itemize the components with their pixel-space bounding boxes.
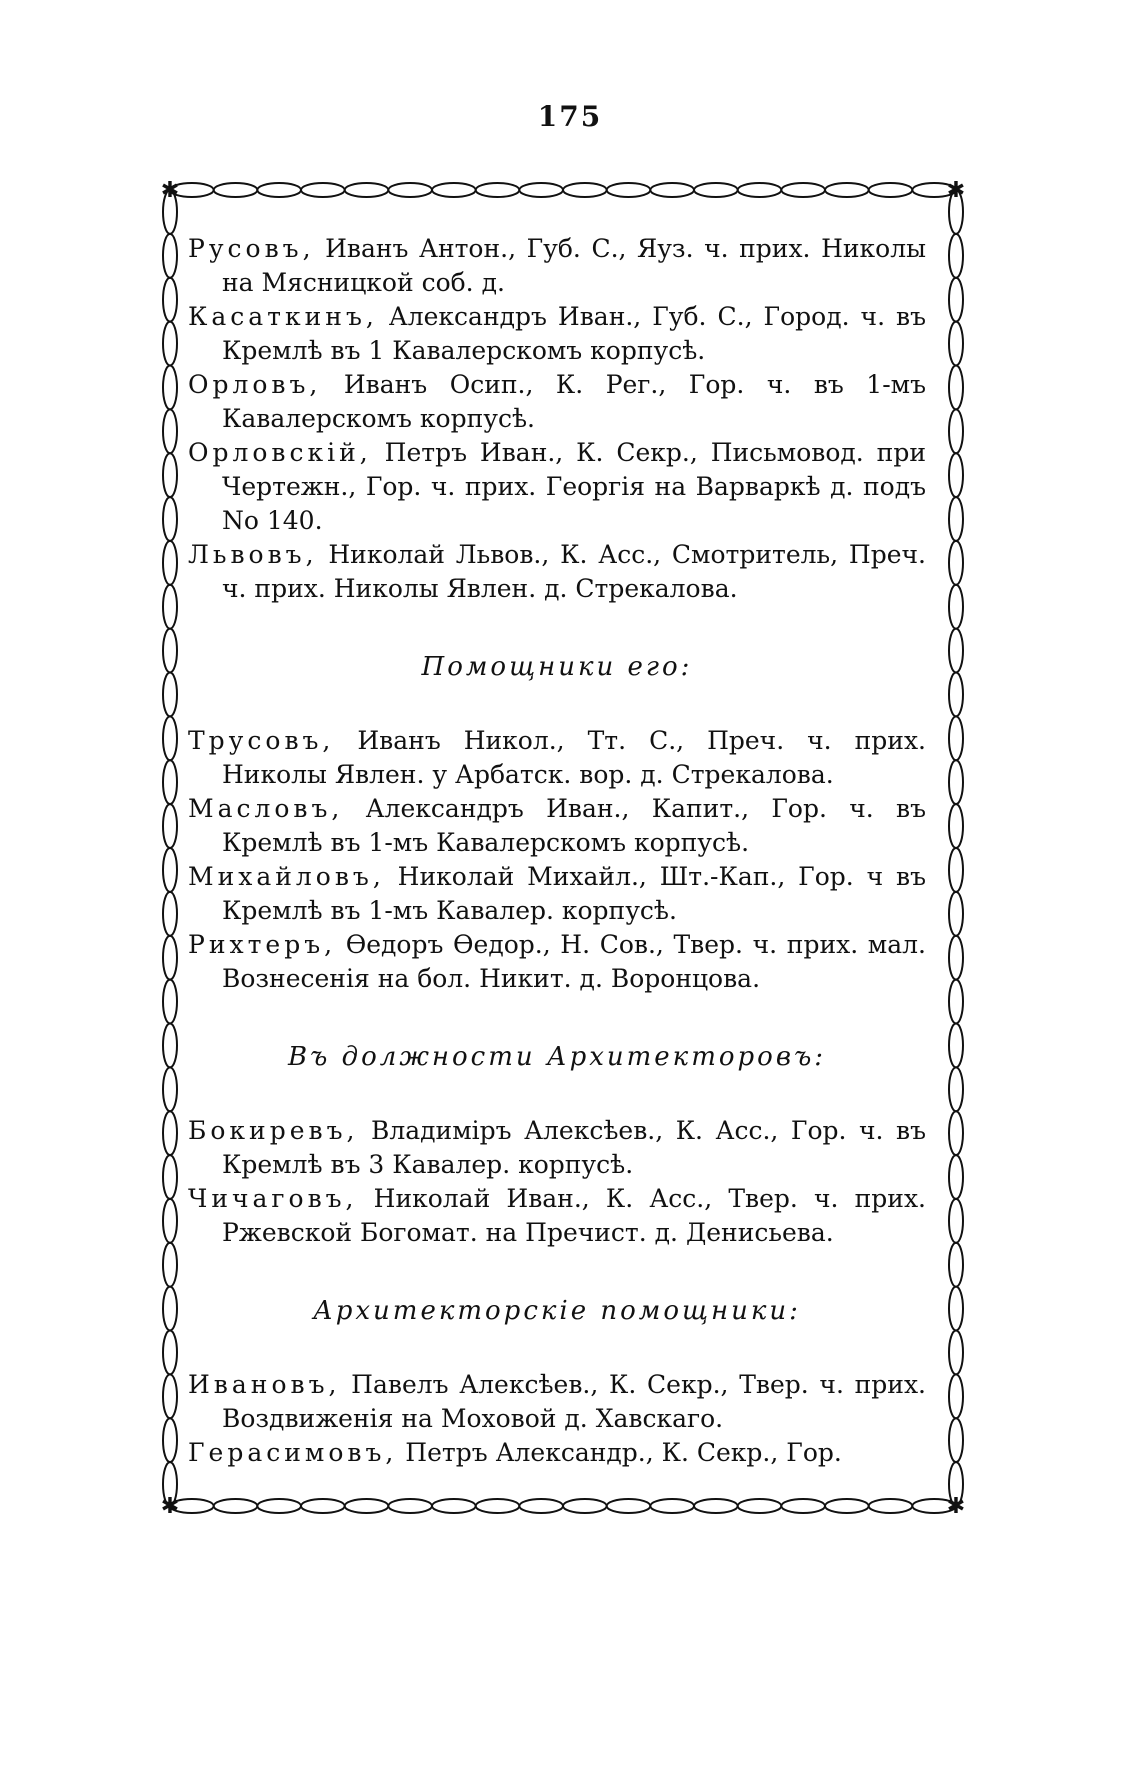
entry-surname: Касаткинъ, bbox=[188, 302, 378, 331]
border-link-icon bbox=[163, 1067, 177, 1111]
list-item bbox=[188, 724, 926, 792]
entry-text: Петръ Иван., К. Секр., Письмовод. при Чертежн., Гор. ч. прих. Георгiя на Варваркѣ д. подъ No 140. bbox=[222, 438, 926, 535]
entry-text: Петръ Александр., К. Секр., Гор. bbox=[397, 1438, 842, 1467]
border-link-icon bbox=[163, 716, 177, 760]
corner-star-icon: ✱ bbox=[946, 178, 966, 203]
entry-surname: Орловскiй, bbox=[188, 438, 372, 467]
border-link-icon bbox=[432, 183, 476, 197]
list-item bbox=[188, 1368, 926, 1436]
border-link-icon bbox=[607, 183, 651, 197]
entry-text: Иванъ Осип., К. Рег., Гор. ч. въ 1-мъ Кавалерскомъ корпусѣ. bbox=[222, 370, 926, 433]
border-link-icon bbox=[163, 585, 177, 629]
border-link-icon bbox=[563, 1499, 607, 1513]
border-link-icon bbox=[949, 365, 963, 409]
border-link-icon bbox=[949, 541, 963, 585]
border-link-icon bbox=[949, 1418, 963, 1462]
list-item bbox=[188, 1436, 926, 1470]
border-link-icon bbox=[949, 497, 963, 541]
border-link-icon bbox=[949, 760, 963, 804]
border-link-icon bbox=[949, 1067, 963, 1111]
section-officials bbox=[188, 232, 926, 606]
border-link-icon bbox=[301, 1499, 345, 1513]
entry-text: Александръ Иван., Капит., Гор. ч. въ Кремлѣ въ 1-мъ Кавалерскомъ корпусѣ. bbox=[222, 794, 926, 857]
list-item bbox=[188, 232, 926, 300]
border-link-icon bbox=[163, 234, 177, 278]
border-link-icon bbox=[388, 183, 432, 197]
list-item bbox=[188, 1182, 926, 1250]
entry-surname: Трусовъ, bbox=[188, 726, 335, 755]
border-link-icon bbox=[163, 365, 177, 409]
list-item bbox=[188, 860, 926, 928]
corner-star-icon: ✱ bbox=[946, 1494, 966, 1518]
entry-surname: Ивановъ, bbox=[188, 1370, 341, 1399]
border-link-icon bbox=[163, 322, 177, 366]
border-link-icon bbox=[825, 1499, 869, 1513]
entry-text: Өедоръ Өедор., Н. Сов., Твер. ч. прих. мал. Вознесенiя на бол. Никит. д. Воронцова. bbox=[222, 930, 926, 993]
entry-text: Владимiръ Алексѣев., К. Асс., Гор. ч. въ Кремлѣ въ 3 Кавалер. корпусѣ. bbox=[222, 1116, 926, 1179]
list-item bbox=[188, 792, 926, 860]
border-link-icon bbox=[949, 1287, 963, 1331]
border-link-icon bbox=[738, 183, 782, 197]
entry-surname: Чичаговъ, bbox=[188, 1184, 358, 1213]
entry-text: Николай Львов., К. Асс., Смотритель, Преч. ч. прих. Николы Явлен. д. Стрекалова. bbox=[222, 540, 926, 603]
border-link-icon bbox=[163, 1111, 177, 1155]
entry-text: Николай Михайл., Шт.-Кап., Гор. ч въ Кремлѣ въ 1-мъ Кавалер. корпусѣ. bbox=[222, 862, 926, 925]
entry-surname: Русовъ, bbox=[188, 234, 315, 263]
border-link-icon bbox=[345, 1499, 389, 1513]
border-link-icon bbox=[949, 1023, 963, 1067]
list-item bbox=[188, 538, 926, 606]
border-link-icon bbox=[650, 1499, 694, 1513]
border-link-icon bbox=[163, 892, 177, 936]
border-link-icon bbox=[949, 1155, 963, 1199]
border-link-icon bbox=[432, 1499, 476, 1513]
border-link-icon bbox=[301, 183, 345, 197]
border-link-icon bbox=[869, 183, 913, 197]
border-link-icon bbox=[163, 541, 177, 585]
border-link-icon bbox=[949, 1331, 963, 1375]
entry-text: Павелъ Алексѣев., К. Секр., Твер. ч. прих. Воздвиженiя на Моховой д. Хавскаго. bbox=[222, 1370, 926, 1433]
border-link-icon bbox=[869, 1499, 913, 1513]
border-link-icon bbox=[949, 409, 963, 453]
section-assistants bbox=[188, 650, 926, 996]
border-link-icon bbox=[650, 183, 694, 197]
border-link-icon bbox=[476, 183, 520, 197]
border-link-icon bbox=[163, 1287, 177, 1331]
border-link-icon bbox=[214, 183, 258, 197]
border-link-icon bbox=[163, 1023, 177, 1067]
border-link-icon bbox=[388, 1499, 432, 1513]
border-link-icon bbox=[345, 183, 389, 197]
entry-text: Александръ Иван., Губ. С., Город. ч. въ Кремлѣ въ 1 Кавалерскомъ корпусѣ. bbox=[222, 302, 926, 365]
border-link-icon bbox=[825, 183, 869, 197]
border-link-icon bbox=[949, 1111, 963, 1155]
border-link-icon bbox=[738, 1499, 782, 1513]
entry-text: Николай Иван., К. Асс., Твер. ч. прих. Ржевской Богомат. на Пречист. д. Денисьева. bbox=[222, 1184, 926, 1247]
border-link-icon bbox=[163, 409, 177, 453]
border-link-icon bbox=[949, 234, 963, 278]
entry-surname: Герасимовъ, bbox=[188, 1438, 398, 1467]
border-link-icon bbox=[949, 804, 963, 848]
border-link-icon bbox=[214, 1499, 258, 1513]
section-heading: Архитекторскiе помощники: bbox=[313, 1296, 801, 1326]
border-link-icon bbox=[163, 1243, 177, 1287]
border-link-icon bbox=[163, 629, 177, 673]
border-link-icon bbox=[949, 585, 963, 629]
entry-surname: Бокиревъ, bbox=[188, 1116, 359, 1145]
border-link-icon bbox=[781, 183, 825, 197]
entry-text: Иванъ Никол., Тт. С., Преч. ч. прих. Николы Явлен. у Арбатск. вор. д. Стрекалова. bbox=[222, 726, 926, 789]
border-link-icon bbox=[949, 848, 963, 892]
list-item bbox=[188, 928, 926, 996]
border-link-icon bbox=[949, 1374, 963, 1418]
border-link-icon bbox=[949, 980, 963, 1024]
border-link-icon bbox=[949, 322, 963, 366]
border-link-icon bbox=[163, 760, 177, 804]
entry-surname: Масловъ, bbox=[188, 794, 344, 823]
border-link-icon bbox=[949, 629, 963, 673]
section-heading: Помощники его: bbox=[421, 652, 693, 682]
list-item bbox=[188, 436, 926, 538]
border-link-icon bbox=[949, 453, 963, 497]
entry-surname: Рихтеръ, bbox=[188, 930, 337, 959]
border-link-icon bbox=[163, 1418, 177, 1462]
border-link-icon bbox=[949, 1243, 963, 1287]
entry-surname: Михайловъ, bbox=[188, 862, 385, 891]
border-link-icon bbox=[607, 1499, 651, 1513]
border-link-icon bbox=[257, 1499, 301, 1513]
border-link-icon bbox=[163, 278, 177, 322]
page-number: 175 bbox=[537, 100, 603, 133]
border-link-icon bbox=[163, 936, 177, 980]
border-link-icon bbox=[476, 1499, 520, 1513]
border-link-icon bbox=[163, 497, 177, 541]
border-link-icon bbox=[694, 1499, 738, 1513]
border-link-icon bbox=[257, 183, 301, 197]
section-heading: Въ должности Архитекторовъ: bbox=[287, 1042, 827, 1072]
border-link-icon bbox=[949, 278, 963, 322]
border-link-icon bbox=[563, 183, 607, 197]
border-link-icon bbox=[163, 673, 177, 717]
border-link-icon bbox=[949, 716, 963, 760]
list-item bbox=[188, 1114, 926, 1182]
entry-surname: Орловъ, bbox=[188, 370, 322, 399]
border-link-icon bbox=[163, 804, 177, 848]
border-link-icon bbox=[163, 453, 177, 497]
border-link-icon bbox=[949, 673, 963, 717]
border-link-icon bbox=[163, 1331, 177, 1375]
border-link-icon bbox=[163, 1374, 177, 1418]
border-link-icon bbox=[694, 183, 738, 197]
list-item bbox=[188, 368, 926, 436]
corner-star-icon: ✱ bbox=[160, 178, 180, 203]
border-link-icon bbox=[519, 1499, 563, 1513]
section-acting-architects bbox=[188, 1040, 926, 1250]
section-architect-assistants bbox=[188, 1294, 926, 1470]
border-link-icon bbox=[949, 1199, 963, 1243]
border-link-icon bbox=[949, 892, 963, 936]
border-link-icon bbox=[949, 936, 963, 980]
border-link-icon bbox=[781, 1499, 825, 1513]
corner-star-icon: ✱ bbox=[160, 1494, 180, 1518]
border-link-icon bbox=[163, 1199, 177, 1243]
list-item bbox=[188, 300, 926, 368]
entry-text: Иванъ Антон., Губ. С., Яуз. ч. прих. Николы на Мясницкой соб. д. bbox=[222, 234, 926, 297]
border-link-icon bbox=[519, 183, 563, 197]
entry-surname: Львовъ, bbox=[188, 540, 318, 569]
page-content bbox=[188, 232, 926, 1470]
border-link-icon bbox=[163, 980, 177, 1024]
border-link-icon bbox=[163, 848, 177, 892]
border-link-icon bbox=[163, 1155, 177, 1199]
